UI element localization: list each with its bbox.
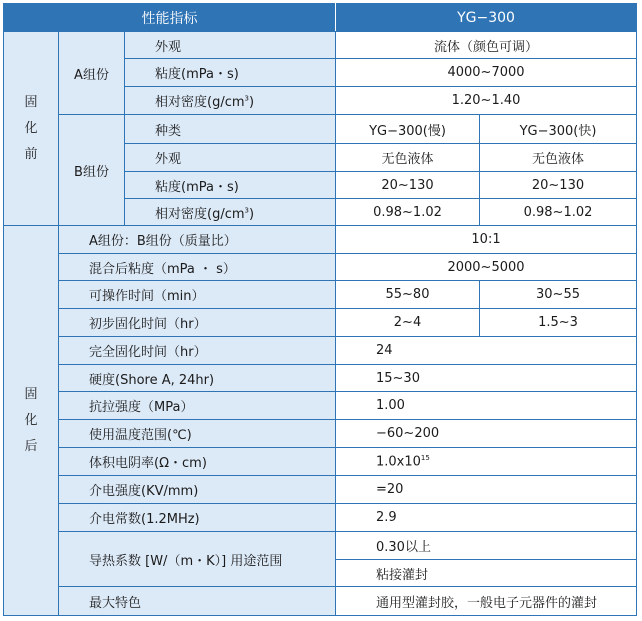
cell-value-slow: YG−300(慢): [336, 115, 480, 144]
table-row: [4, 587, 637, 616]
cell-name: 初步固化时间（hr）: [59, 309, 336, 337]
cell-value: 2000~5000: [336, 254, 637, 281]
table-row: [4, 420, 637, 448]
cell-name: 可操作时间（min）: [59, 281, 336, 309]
cell-value-slow: 0.98~1.02: [336, 199, 480, 226]
cell-value-fast: 20~130: [480, 172, 637, 199]
table-row: [4, 115, 637, 144]
cell-value: 2.9: [336, 504, 637, 532]
cell-value-fast: YG−300(快): [480, 115, 637, 144]
cell-value-usage: 粘接灌封: [336, 560, 637, 587]
group-b-label: B组份: [59, 115, 125, 226]
cell-name: 粘度(mPa・s): [125, 172, 336, 199]
cell-name: 种类: [125, 115, 336, 144]
cell-name: 最大特色: [59, 587, 336, 616]
cell-name: 外观: [125, 32, 336, 59]
cell-value-slow: 55~80: [336, 281, 480, 309]
table-row: [4, 392, 637, 420]
cell-name: 混合后粘度（mPa ・ s）: [59, 254, 336, 281]
table-row: [4, 365, 637, 392]
cell-name: 使用温度范围(℃): [59, 420, 336, 448]
cell-name: 介电常数(1.2MHz): [59, 504, 336, 532]
cell-name: 相对密度$(g/cm^3)$: [125, 199, 336, 226]
table-row: [4, 504, 637, 532]
header-row: [4, 4, 637, 32]
cell-value: 4000~7000: [336, 59, 637, 87]
cell-value-fast: 无色液体: [480, 144, 637, 172]
cell-value-slow: 2~4: [336, 309, 480, 337]
cell-value: 1.00: [336, 392, 637, 420]
table-row: [4, 448, 637, 476]
cell-value: 24: [336, 337, 637, 365]
resistivity-base: 1.0x10: [376, 454, 421, 470]
table-row: [4, 309, 637, 337]
cell-name: 粘度(mPa・s): [125, 59, 336, 87]
cell-name: 体积电阴率(Ω・cm): [59, 448, 336, 476]
cell-value-slow: 无色液体: [336, 144, 480, 172]
cell-value: −60~200: [336, 420, 637, 448]
cell-value: =20: [336, 476, 637, 504]
cell-value: 15~30: [336, 365, 637, 392]
table-row: [4, 32, 637, 59]
table-row: [4, 226, 637, 254]
spec-table: [3, 3, 637, 616]
cell-value: 0.30以上: [336, 532, 637, 560]
cell-name: 完全固化时间（hr）: [59, 337, 336, 365]
section-after-label: 固 化 后: [4, 226, 59, 616]
table-row: [4, 281, 637, 309]
cell-value: 1.20~1.40: [336, 87, 637, 115]
cell-value-slow: 20~130: [336, 172, 480, 199]
group-a-label: A组份: [59, 32, 125, 115]
cell-name: A组份：B组份（质量比）: [59, 226, 336, 254]
cell-value: [336, 448, 637, 476]
cell-value: 10:1: [336, 226, 637, 254]
section-before-label: 固 化 前: [4, 32, 59, 226]
cell-name: 相对密度$(g/cm^3)$: [125, 87, 336, 115]
table-row: [4, 254, 637, 281]
table-row: [4, 532, 637, 560]
cell-value-fast: 30~55: [480, 281, 637, 309]
cell-name: 外观: [125, 144, 336, 172]
cell-value-fast: 0.98~1.02: [480, 199, 637, 226]
cell-value: 通用型灌封胶，一般电子元器件的灌封: [336, 587, 637, 616]
cell-value: 流体（颜色可调）: [336, 32, 637, 59]
cell-value-fast: 1.5~3: [480, 309, 637, 337]
table-row: [4, 337, 637, 365]
cell-name: 导热系数 [W/（m・K）] 用途范围: [59, 532, 336, 587]
table-row: [4, 476, 637, 504]
cell-name: 硬度(Shore A, 24hr): [59, 365, 336, 392]
cell-name: 介电强度(KV/mm): [59, 476, 336, 504]
resistivity-exponent: 15: [420, 453, 430, 462]
header-property: 性能指标: [4, 4, 336, 32]
cell-name: 抗拉强度（MPa）: [59, 392, 336, 420]
header-model: YG−300: [336, 4, 637, 32]
